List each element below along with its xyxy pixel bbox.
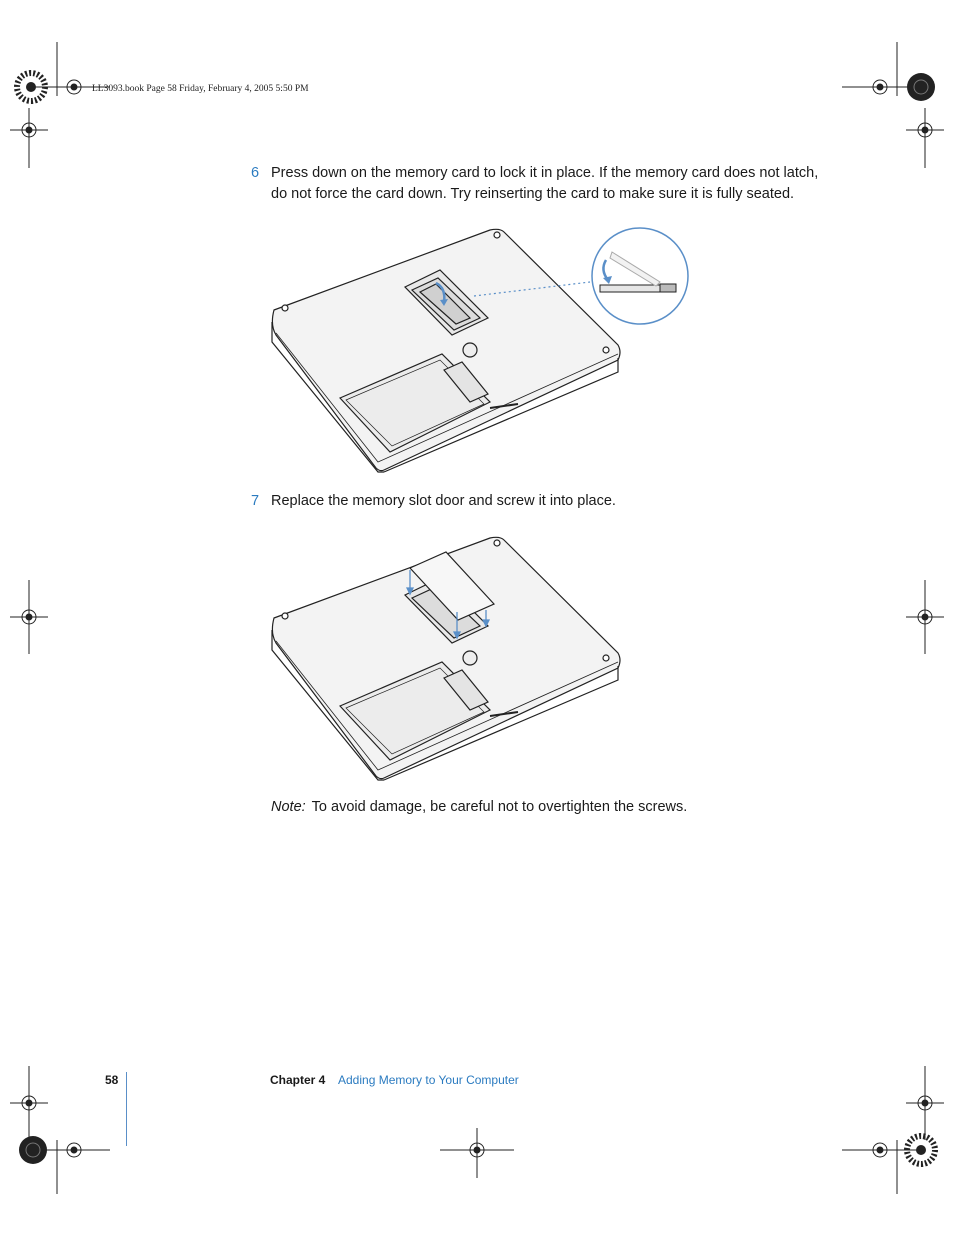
step-text: Press down on the memory card to lock it in place. If the memory card does not latch, do not force the card down. Try reinserting the card to make sure it is fully seated. [271, 165, 819, 202]
chapter-title: Adding Memory to Your Computer [338, 1073, 519, 1087]
step-number: 7 [251, 493, 260, 509]
note-label: Note: [271, 799, 306, 815]
chapter-label: Chapter 4 [270, 1073, 326, 1087]
book-slug: LL3093.book Page 58 Friday, February 4, 2005 5:50 PM [92, 84, 309, 94]
footer-divider [126, 1072, 127, 1146]
note [271, 799, 687, 815]
note-text: To avoid damage, be careful not to overtighten the screws. [311, 799, 688, 815]
page-number: 58 [105, 1073, 119, 1087]
step-text: Replace the memory slot door and screw it into place. [271, 493, 616, 509]
step-number: 6 [251, 165, 260, 181]
